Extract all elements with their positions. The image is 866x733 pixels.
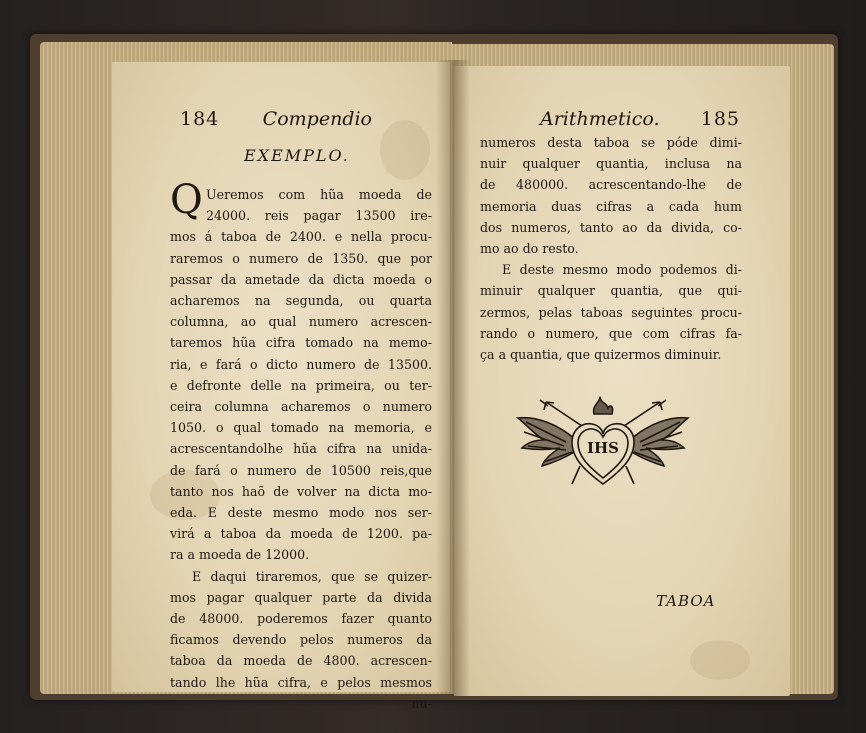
right-page-header	[540, 108, 740, 130]
left-page-text	[170, 184, 432, 714]
text-line: ça a quantia, que quizermos diminuir.	[480, 347, 722, 363]
paper-stain	[380, 120, 430, 180]
text-line: dos numeros, tanto ao da divida, co-	[480, 219, 742, 235]
left-page-number: 184	[180, 108, 220, 130]
text-line: e defronte delle na primeira, ou ter-	[170, 377, 432, 393]
drop-cap: Q	[170, 177, 203, 223]
text-line: taboa da moeda de 4800. acrescen-	[170, 653, 432, 669]
text-line: ria, e fará o dicto numero de 13500.	[170, 356, 432, 372]
text-line: 24000. reis pagar 13500 ire-	[206, 208, 432, 224]
text-line: de 48000. poderemos fazer quanto	[170, 611, 432, 627]
text-line: mos á taboa de 2400. e nella procu-	[170, 229, 432, 245]
text-line: minuir qualquer quantia, que qui-	[480, 283, 742, 299]
text-line: memoria duas cifras a cada hum	[480, 198, 742, 214]
text-line: 1050. o qual tomado na memoria, e	[170, 420, 432, 436]
text-line: de fará o numero de 10500 reis,que	[170, 462, 432, 478]
text-line: virá a taboa da moeda de 1200. pa-	[170, 526, 432, 542]
right-page-text	[480, 132, 742, 365]
right-catchword: TABOA	[656, 592, 716, 610]
text-line: E deste mesmo modo podemos di-	[502, 262, 742, 278]
text-line: E daqui tiraremos, que se quizer-	[192, 568, 432, 584]
text-line: nuir qualquer quantia, inclusa na	[480, 156, 742, 172]
section-title: EXEMPLO.	[244, 146, 350, 165]
text-line: zermos, pelas taboas seguintes procu-	[480, 304, 742, 320]
text-line: de 480000. acrescentando-lhe de	[480, 177, 742, 193]
right-page-number: 185	[700, 108, 740, 130]
text-line: eda. E deste mesmo modo nos ser-	[170, 505, 432, 521]
left-page-header	[180, 108, 372, 130]
ihs-monogram: IHS	[586, 439, 620, 457]
text-line: tando lhe hũa cifra, e pelos mesmos	[170, 674, 432, 690]
left-running-head: Compendio	[262, 108, 372, 130]
text-line: mo ao do resto.	[480, 241, 579, 257]
winged-heart-ornament	[514, 396, 692, 492]
text-line: numeros desta taboa se póde dimi-	[480, 135, 742, 150]
text-line: taremos hũa cifra tomado na memo-	[170, 335, 432, 351]
text-line: ra a moeda de 12000.	[170, 547, 310, 563]
right-running-head: Arithmetico.	[540, 108, 660, 130]
text-line: ficamos devendo pelos numeros da	[170, 632, 432, 648]
text-line: tanto nos haõ de volver na dicta mo-	[170, 483, 432, 499]
text-line: ceira columna acharemos o numero	[170, 399, 432, 415]
book-gutter	[436, 60, 470, 696]
text-line: mos pagar qualquer parte da divida	[170, 589, 432, 605]
paper-stain	[690, 640, 750, 680]
text-line: acharemos na segunda, ou quarta	[170, 293, 432, 309]
text-line: passar da ametade da dicta moeda o	[170, 271, 432, 287]
text-line: columna, ao qual numero acrescen-	[170, 314, 432, 330]
catchword: nu-	[411, 695, 432, 711]
text-line: Ueremos com hũa moeda de	[206, 187, 432, 202]
text-line: raremos o numero de 1350. que por	[170, 250, 432, 266]
text-line: rando o numero, que com cifras fa-	[480, 325, 742, 341]
text-line: acrescentandolhe hũa cifra na unida-	[170, 441, 432, 457]
